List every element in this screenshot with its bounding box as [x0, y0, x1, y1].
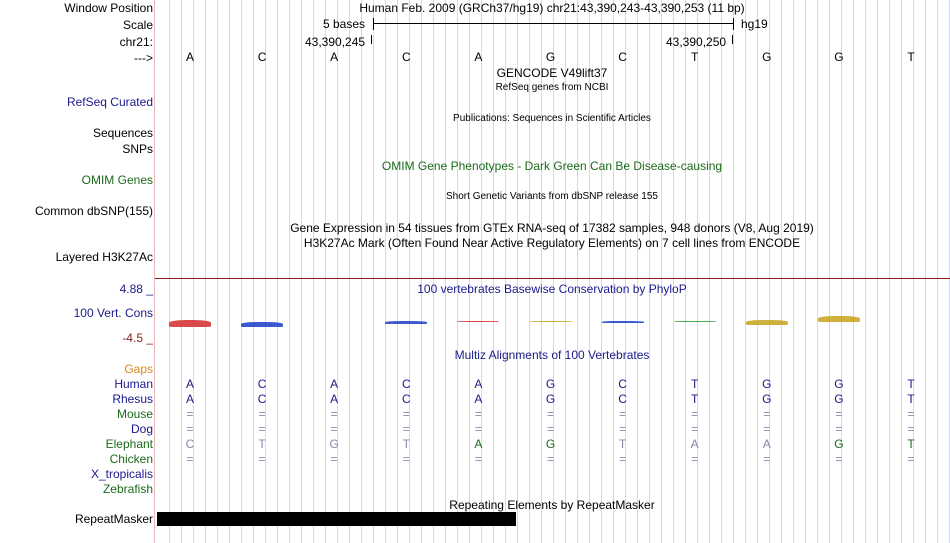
phylop-title[interactable]: 100 vertebrates Basewise Conservation by PhyloP	[417, 282, 687, 296]
reference-base: C	[618, 50, 627, 64]
alignment-base: =	[619, 407, 627, 421]
reference-base: G	[545, 50, 556, 64]
reference-base: A	[185, 50, 194, 64]
alignment-base: =	[763, 452, 771, 466]
publications-title[interactable]: Publications: Sequences in Scientific Articles	[453, 113, 651, 124]
label-repeatmasker[interactable]: RepeatMasker	[74, 512, 153, 526]
refseq-title[interactable]: RefSeq genes from NCBI	[495, 82, 609, 93]
reference-base: A	[474, 50, 483, 64]
gridline	[661, 0, 662, 543]
alignment-base: =	[258, 422, 266, 436]
gridline	[385, 0, 386, 543]
gridline	[781, 0, 782, 543]
alignment-base: =	[619, 452, 627, 466]
gridline	[865, 0, 866, 543]
alignment-base: =	[907, 452, 915, 466]
alignment-base: G	[834, 377, 844, 391]
alignment-base: C	[618, 377, 627, 391]
species-label[interactable]: Rhesus	[112, 392, 153, 406]
alignment-base: T	[907, 437, 915, 451]
label-scale: Scale	[122, 18, 153, 32]
alignment-base: =	[330, 452, 338, 466]
conservation-logo	[746, 320, 788, 325]
alignment-base: =	[835, 452, 843, 466]
alignment-base: =	[691, 422, 699, 436]
alignment-base: A	[690, 437, 699, 451]
alignment-base: =	[402, 407, 410, 421]
reference-base: T	[691, 50, 699, 64]
label-window-position: Window Position	[64, 1, 153, 15]
gridline	[445, 0, 446, 543]
gridline	[637, 0, 638, 543]
gridline	[649, 0, 650, 543]
alignment-base: =	[258, 452, 266, 466]
alignment-base: G	[545, 392, 556, 406]
alignment-base: G	[762, 392, 772, 406]
gridline	[457, 0, 458, 543]
gridline	[361, 0, 362, 543]
alignment-base: T	[618, 437, 627, 451]
alignment-base: G	[545, 377, 556, 391]
alignment-base: C	[401, 392, 411, 406]
ruler-tick-right	[732, 35, 733, 44]
alignment-base: =	[907, 407, 915, 421]
reference-base: T	[907, 50, 915, 64]
alignment-base: =	[835, 422, 843, 436]
alignment-base: =	[546, 422, 554, 436]
repeat-element-bar[interactable]	[157, 512, 516, 526]
label-chr: chr21:	[119, 35, 153, 49]
alignment-base: =	[691, 407, 699, 421]
label-100-vert-cons[interactable]: 100 Vert. Cons	[73, 306, 153, 320]
gridline	[745, 0, 746, 543]
scale-bar	[373, 23, 734, 24]
alignment-base: =	[186, 452, 194, 466]
gridline	[709, 0, 710, 543]
alignment-base: A	[474, 392, 483, 406]
assembly-label: hg19	[741, 17, 768, 31]
gridline	[373, 0, 374, 543]
gridline	[493, 0, 494, 543]
conservation-logo	[602, 321, 644, 323]
h3k27ac-title[interactable]: H3K27Ac Mark (Often Found Near Active Regulatory Elements) on 7 cell lines from ENCODE	[303, 236, 801, 250]
h3k27ac-signal-line	[155, 278, 950, 279]
omim-title[interactable]: OMIM Gene Phenotypes - Dark Green Can Be Disease-causing	[381, 159, 723, 173]
alignment-base: =	[835, 407, 843, 421]
gtex-title[interactable]: Gene Expression in 54 tissues from GTEx RNA-seq of 17382 samples, 948 donors (V8, Aug 2019)	[290, 221, 814, 235]
alignment-base: =	[474, 407, 482, 421]
gridline	[229, 0, 230, 543]
gridline	[421, 0, 422, 543]
species-label[interactable]: Human	[114, 377, 153, 391]
dbsnp-title[interactable]: Short Genetic Variants from dbSNP release 155	[446, 191, 658, 202]
alignment-base: A	[474, 377, 483, 391]
gridline	[349, 0, 350, 543]
alignment-base: =	[546, 407, 554, 421]
alignment-base: =	[474, 452, 482, 466]
gridline	[313, 0, 314, 543]
alignment-base: =	[763, 407, 771, 421]
species-label[interactable]: Zebrafish	[102, 482, 153, 496]
gridline	[853, 0, 854, 543]
alignment-base: A	[762, 437, 771, 451]
alignment-base: C	[257, 392, 267, 406]
label-separator	[154, 0, 155, 543]
gridline	[877, 0, 878, 543]
alignment-base: T	[402, 437, 410, 451]
alignment-base: G	[762, 377, 772, 391]
alignment-base: A	[185, 377, 194, 391]
reference-base: A	[330, 50, 339, 64]
alignment-base: =	[330, 407, 338, 421]
alignment-base: T	[907, 392, 915, 406]
label-strand[interactable]: --->	[134, 51, 153, 65]
alignment-base: =	[258, 407, 266, 421]
species-label[interactable]: X_tropicalis	[90, 467, 153, 481]
reference-base: C	[401, 50, 411, 64]
reference-base: C	[257, 50, 267, 64]
alignment-base: =	[186, 422, 194, 436]
ruler-position-right: 43,390,250	[666, 35, 727, 49]
gencode-title[interactable]: GENCODE V49lift37	[496, 66, 608, 80]
gridline	[733, 0, 734, 543]
conservation-logo	[169, 320, 211, 327]
alignment-base: A	[330, 377, 339, 391]
conservation-logo	[241, 322, 283, 327]
label-snps[interactable]: SNPs	[122, 142, 153, 156]
alignment-base: =	[907, 422, 915, 436]
alignment-base: G	[329, 437, 339, 451]
scale-tick-right	[733, 18, 734, 30]
species-label[interactable]: Dog	[130, 422, 153, 436]
species-label[interactable]: Elephant	[105, 437, 153, 451]
alignment-base: C	[401, 377, 411, 391]
alignment-base: G	[834, 392, 844, 406]
conservation-logo	[818, 316, 860, 322]
alignment-base: C	[618, 392, 627, 406]
gridline	[889, 0, 890, 543]
scale-text: 5 bases	[323, 17, 366, 31]
species-label[interactable]: Chicken	[109, 452, 153, 466]
alignment-base: A	[474, 437, 483, 451]
label-common-dbsnp[interactable]: Common dbSNP(155)	[34, 204, 153, 218]
label-gaps: Gaps	[124, 362, 153, 376]
multiz-title[interactable]: Multiz Alignments of 100 Vertebrates	[454, 348, 650, 362]
conservation-logo	[457, 321, 499, 322]
gridline	[793, 0, 794, 543]
alignment-base: =	[619, 422, 627, 436]
alignment-base: C	[185, 437, 195, 451]
gridline	[205, 0, 206, 543]
alignment-base: T	[691, 392, 699, 406]
alignment-base: T	[907, 377, 915, 391]
alignment-base: =	[402, 452, 410, 466]
scale-tick-left	[373, 18, 374, 30]
gridline	[301, 0, 302, 543]
alignment-base: T	[258, 437, 266, 451]
alignment-base: =	[186, 407, 194, 421]
gridline	[925, 0, 926, 543]
species-label[interactable]: Mouse	[116, 407, 153, 421]
reference-base: G	[762, 50, 772, 64]
label-sequences[interactable]: Sequences	[92, 126, 153, 140]
gridline	[217, 0, 218, 543]
alignment-base: =	[691, 452, 699, 466]
alignment-base: G	[834, 437, 844, 451]
alignment-base: A	[185, 392, 194, 406]
conservation-logo	[674, 321, 716, 322]
conservation-logo	[530, 321, 572, 322]
alignment-base: =	[402, 422, 410, 436]
alignment-base: =	[330, 422, 338, 436]
alignment-base: G	[545, 437, 556, 451]
gridline	[433, 0, 434, 543]
label-cons-max: 4.88 _	[119, 282, 153, 296]
alignment-base: =	[474, 422, 482, 436]
reference-base: G	[834, 50, 844, 64]
ruler-position-left: 43,390,245	[305, 35, 366, 49]
gridline	[721, 0, 722, 543]
gridline	[817, 0, 818, 543]
alignment-base: C	[257, 377, 267, 391]
repeatmasker-title[interactable]: Repeating Elements by RepeatMasker	[449, 498, 655, 512]
gridline	[805, 0, 806, 543]
window-position-text: Human Feb. 2009 (GRCh37/hg19) chr21:43,390,243-43,390,253 (11 bp)	[359, 1, 745, 15]
gridline	[937, 0, 938, 543]
label-refseq-curated[interactable]: RefSeq Curated	[66, 95, 153, 109]
conservation-logo	[385, 321, 427, 324]
gridline	[673, 0, 674, 543]
gridline	[289, 0, 290, 543]
alignment-base: T	[691, 377, 699, 391]
alignment-base: =	[763, 422, 771, 436]
ruler-tick-left	[371, 35, 372, 44]
gridline	[169, 0, 170, 543]
alignment-base: =	[546, 452, 554, 466]
gridline	[241, 0, 242, 543]
gridline	[277, 0, 278, 543]
alignment-base: A	[330, 392, 339, 406]
label-layered-h3k27ac[interactable]: Layered H3K27Ac	[55, 250, 153, 264]
label-cons-min: -4.5 _	[122, 331, 153, 345]
label-omim-genes[interactable]: OMIM Genes	[81, 173, 153, 187]
